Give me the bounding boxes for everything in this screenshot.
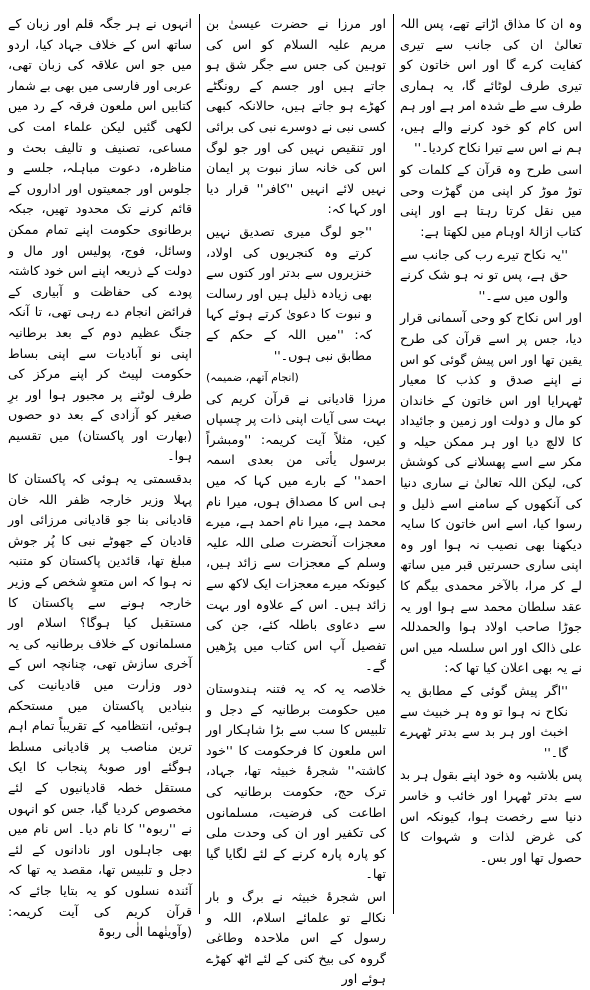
- column-divider: [393, 14, 394, 914]
- block-quote: ''جو لوگ میری تصدیق نہیں کرتے وہ کنجریوں کی اولاد، خنزیروں سے بدتر اور کتوں سے بھی زیادہ ذلیل ہیں اور رسالت و نبوت کا دعویٰ کرتے ہوئے کہا کہ: ''میں اللہ کے حکم کے مطابق نبی ہوں۔'': [206, 223, 372, 363]
- column-right: [400, 14, 582, 914]
- paragraph: اور مرزا نے حضرت عیسیٰ بن مریم علیہ السلام کو اس کی توہین کی جس سے جگر شق ہو جاتے ہیں اور جسم کے رونگٹے کھڑے ہو جاتے ہیں، حالانکہ کبھی کسی نبی نے دوسرے نبی کی برائی اور تنقیص نہیں کی اور جو لوگ اس کی خانہ ساز نبوت پر ایمان نہیں لائے انہیں ''کافر'' قرار دیا اور کہا کہ:: [206, 16, 386, 217]
- paragraph: خلاصہ یہ کہ یہ فتنہ ہندوستان میں حکومت برطانیہ کے دجل و تلبیس کا سب سے بڑا شاہکار اور اس ملعون کا فرحکومت کا ''خود کاشتہ'' شجرۂ خبیثہ تھا، جہاد، ترک حج، حکومت برطانیہ کی اطاعت کی فرضیت، مسلمانوں کی تکفیر اور ان کی وحدت ملی کو پارہ پارہ کرنے کے لئے لگایا گیا تھا۔: [206, 681, 386, 882]
- reference-citation: (انجام آتھم، ضمیمہ): [206, 371, 299, 385]
- column-middle: [206, 14, 386, 987]
- paragraph: بدقسمتی یہ ہوئی کہ پاکستان کا پہلا وزیر خارجہ ظفر اللہ خان قادیانی بنا جو قادیانی مرزائی اور قادیان کے جھوٹے نبی کا پُر جوش مبلغ تھا، قائدین پاکستان کو متنبہ نہ ہوا کہ اس متعوٍ شخص کے وزیر خارجہ ہونے سے پاکستان کا مستقبل کیا ہوگا؟ اسلام اور مسلمانوں کے خلاف برطانیہ کی یہ آخری سازش تھی، چنانچہ اس کے دور وزارت میں قادیانیت کی بنیادیں پاکستان میں مستحکم ہوئیں، انتظامیہ کے تقریباً تمام اہم ترین مناصب پر قادیانی مسلط ہوگئے اور صوبۂ پنجاب کا ایک مستقل خطہ قادیانیوں کے لئے مخصوص کردیا گیا، جس کو انہوں نے ''ربوہ'' کا نام دیا۔ اس نام میں بھی جاہلوں اور نادانوں کے لئے دجل و تلبیس تھا، مقصد یہ تھا کہ آئندہ نسلوں کو یہ بتایا جائے کہ قرآن کریم کی آیت کریمہ: (وآوینٰھما الٰی ربوۃ: [8, 471, 192, 940]
- paragraph: اس شجرۂ خبیثہ نے برگ و بار نکالے تو علمائے اسلام، اللہ و رسول کے اس ملاحدہ وطاغی گروہ کی بیخ کنی کے لئے اٹھ کھڑے ہوئے اور: [206, 888, 386, 987]
- paragraph: اور اس نکاح کو وحی آسمانی قرار دیا، جس پر اسے قرآن کی طرح یقین تھا اور اس پیش گوئی کو اس نے اپنے صدق و کذب کا معیار ٹھہرایا اور اس خاتون کے خاندان کو مال و دولت اور زمین و جائیداد کا لالچ دیا اور ہر ممکن حیلہ و مکر سے اسے پھسلانے کی کوشش کی، لیکن اللہ تعالیٰ نے ساری دنیا کی آنکھوں کے سامنے اسے ذلیل و رسوا کیا، اسے اس خاتون کا سایہ دیکھنا بھی نصیب نہ ہوا اور وہ اپنی ساری حسرتیں قبر میں ساتھ لے کر مرا، بالآخر محمدی بیگم کا عقد سلطان محمد سے ہوا اور یہ جوڑا صاحب اولاد ہوا والحمدللہ علی ذالک اور اس سلسلہ میں اس نے یہ بھی اعلان کیا تھا کہ:: [400, 310, 582, 676]
- block-quote: ''اگر پیش گوئی کے مطابق یہ نکاح نہ ہوا تو وہ ہر خبیث سے اخبث اور ہر بد سے بدتر ٹھہرے گا۔'': [400, 683, 568, 760]
- column-divider: [199, 14, 200, 914]
- block-quote: ''یہ نکاح تیرے رب کی جانب سے حق ہے، پس تو نہ ہو شک کرنے والوں میں سے۔'': [400, 246, 568, 303]
- paragraph: وہ ان کا مذاق اڑاتے تھے، پس اللہ تعالیٰ ان کی جانب سے تیری کفایت کرے گا اور اس خاتون کو تیری طرف لوٹائے گا، یہ ہماری طرف سے طے شدہ امر ہے اور ہم اس کام کو خود کرنے والے ہیں، ہم نے اس سے تیرا نکاح کردیا۔'': [400, 16, 582, 155]
- paragraph: انہوں نے ہر جگہ قلم اور زبان کے ساتھ اس کے خلاف جہاد کیا، اردو میں جو اس علاقہ کی زبان تھی، عربی اور فارسی میں بھی بے شمار کتابیں اس ملعون فرقہ کے رد میں لکھی گئیں لیکن علماء امت کی مساعی، تصنیف و تالیف بحث و مناظرہ، دعوت مباہلہ، جلسے و جلوس اور جمعیتوں اور اداروں کے قائم کرنے تک محدود تھیں، جبکہ برطانوی حکومت اپنے تمام ممکن وسائل، فوج، پولیس اور مال و دولت کے ذریعہ اپنے اس خود کاشتہ پودے کی حفاظت و آبیاری کے فرائض انجام دے رہی تھی، تا آنکہ جنگ عظیم دوم کے بعد برطانیہ اپنی نو آبادیات سے اپنی بساط حکومت لپیٹ کر اپنے مرکز کی طرف لوٹنے پر مجبور ہوا اور برِ صغیر کو آزادی کے بعد دو حصوں (بھارت اور پاکستان) میں تقسیم ہوا۔: [8, 16, 192, 464]
- column-left: [8, 14, 192, 940]
- paragraph: اسی طرح وہ قرآن کے کلمات کو توڑ موڑ کر اپنی من گھڑت وحی میں نقل کرتا رہتا ہے اور اپنی کتاب ازالۂ اوہام میں لکھتا ہے:: [400, 162, 582, 239]
- paragraph: پس بلاشبہ وہ خود اپنے بقول ہر بد سے بدتر ٹھہرا اور خائب و خاسر دنیا سے رخصت ہوا، کیونکہ اس کی غرض لذات و شہوات کا حصول تھا اور بس۔: [400, 767, 582, 865]
- paragraph: مرزا قادیانی نے قرآن کریم کی بہت سی آیات اپنی ذات پر چسپاں کیں، مثلاً آیت کریمہ: ''ومبشراً برسول یأتی من بعدی اسمہ احمد'' کے بارے میں کہا کہ میں ہی اس کا مصداق ہوں، میرا نام محمد ہے، میرا نام احمد ہے، میرے معجزات آنحضرت صلی اللہ علیہ وسلم کے معجزات سے زائد ہیں، کیونکہ میرے معجزات ایک لاکھ سے زائد ہیں۔ اس کے علاوہ اور بہت سے دعاوی باطلہ کئے، جن کی تفصیل آپ اس کتاب میں پڑھیں گے۔: [206, 390, 386, 674]
